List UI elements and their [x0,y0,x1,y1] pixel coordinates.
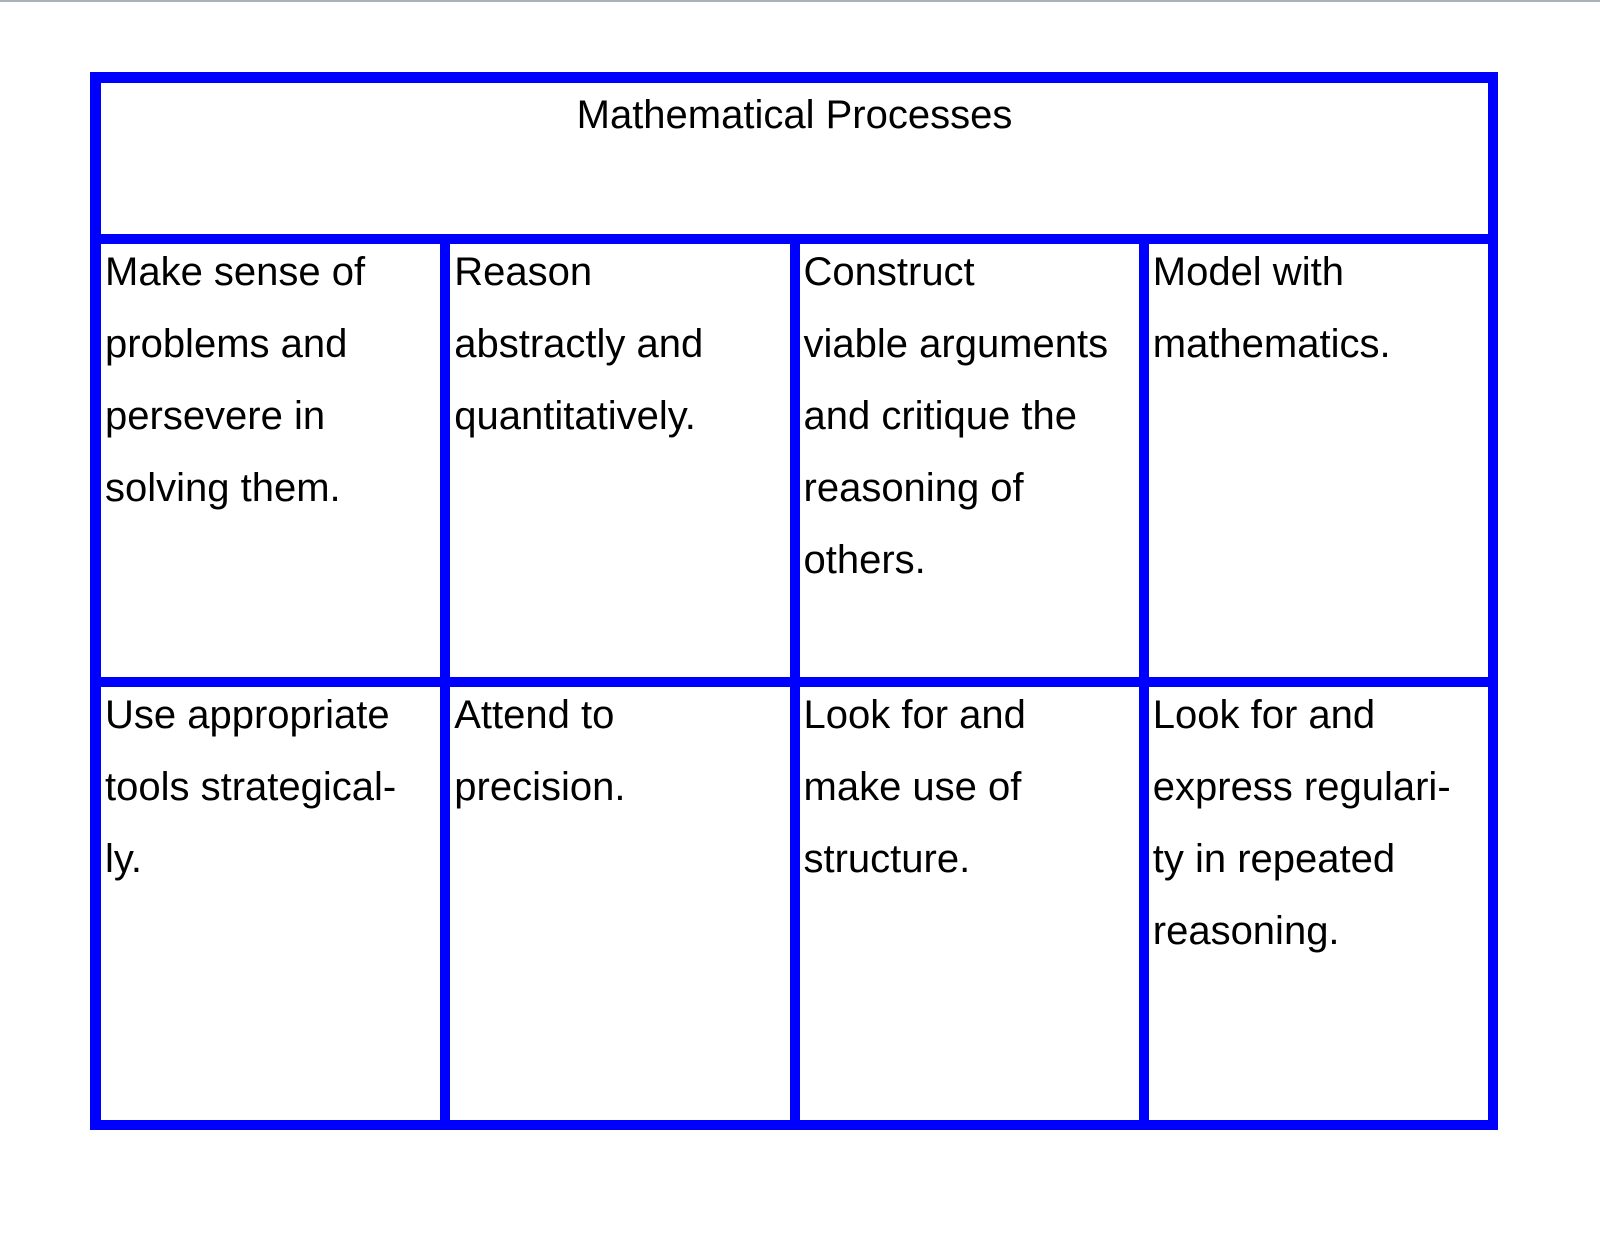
process-cell [800,687,1139,1120]
process-text-line: others. [803,538,926,582]
process-text-line: quantitatively. [454,394,696,438]
top-divider [0,0,1600,2]
process-text-line: tools strategical- [105,765,397,809]
process-text-line: make use of [803,765,1022,809]
process-text-line: ty in repeated [1152,837,1396,881]
process-text-line: precision. [454,765,626,809]
process-text-line: Use appropriate [105,693,390,737]
process-text-line: mathematics. [1152,322,1391,366]
process-text-line: Look for and [803,693,1026,737]
process-text-line: solving them. [105,466,341,510]
table-title: Mathematical Processes [576,93,1013,137]
process-text-line: abstractly and [454,322,704,366]
process-text-line: structure. [803,837,971,881]
process-text-line: persevere in [105,394,326,438]
process-cell [101,687,440,1120]
process-cell [450,244,789,677]
process-text-line: problems and [105,322,348,366]
process-cell [1149,687,1488,1120]
table-header [101,83,1488,234]
process-text-line: ly. [105,837,143,881]
process-cell [800,244,1139,677]
process-text-line: Look for and [1152,693,1376,737]
process-text-line: viable arguments [803,322,1109,366]
process-text-line: Attend to [454,693,615,737]
process-text-line: express regulari- [1152,765,1451,809]
process-cell [450,687,789,1120]
process-text-line: Make sense of [105,250,366,294]
mathematical-processes-table [90,72,1498,1130]
process-text-line: Construct [803,250,975,294]
process-cell [101,244,440,677]
process-text-line: Reason [454,250,593,294]
process-text-line: reasoning. [1152,909,1340,953]
process-cell [1149,244,1488,677]
process-text-line: and critique the [803,394,1078,438]
process-text-line: Model with [1152,250,1344,294]
process-text-line: reasoning of [803,466,1024,510]
